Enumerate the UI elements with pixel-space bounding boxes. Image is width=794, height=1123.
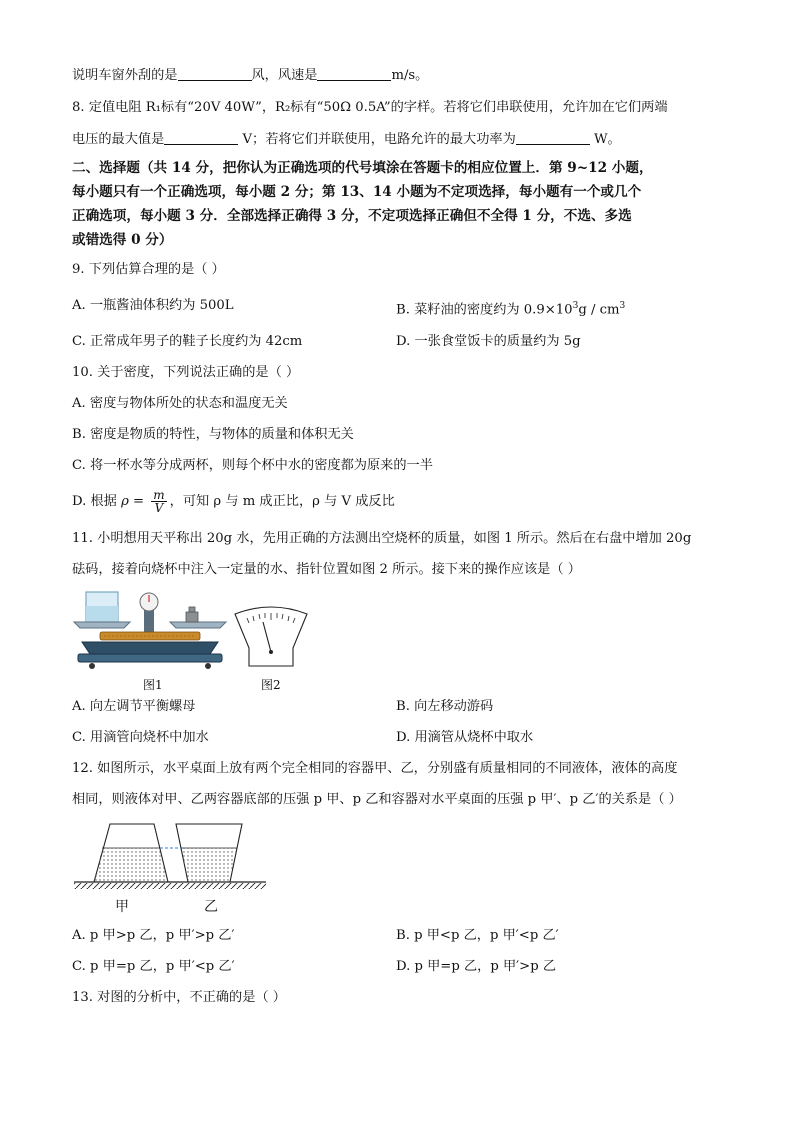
q11-fig1-caption: 图1 [143, 678, 163, 692]
q7-blank-wind-speed[interactable] [317, 66, 391, 81]
q9-stem: 9. 下列估算合理的是（ ） [72, 262, 225, 277]
q12-option-c[interactable]: C. p 甲=p 乙，p 甲′<p 乙′ [72, 959, 235, 974]
q12-option-b[interactable]: B. p 甲<p 乙，p 甲′<p 乙′ [396, 928, 559, 943]
q7-text-before: 说明车窗外刮的是 [72, 68, 178, 83]
liquid-jia [94, 848, 168, 882]
containers-figure [70, 822, 270, 902]
q8-text-b: V；若将它们并联使用，电路允许的最大功率为 [238, 132, 516, 147]
q8-blank-power[interactable] [516, 130, 590, 145]
q9-b-unit-exp: 3 [619, 301, 626, 311]
q10-option-c[interactable]: C. 将一杯水等分成两杯，则每个杯中水的密度都为原来的一半 [72, 458, 433, 473]
q10-d-eq: = [128, 494, 149, 509]
q7-text-after: m/s。 [391, 68, 429, 83]
q7-blank-wind-direction[interactable] [178, 66, 252, 81]
q11-option-d[interactable]: D. 用滴管从烧杯中取水 [396, 730, 534, 745]
q9-option-a[interactable]: A. 一瓶酱油体积约为 500L [72, 298, 234, 313]
section2-line1: 二、选择题（共 14 分，把你认为正确选项的代号填涂在答题卡的相应位置上．第 9~12 小题， [72, 160, 653, 176]
q9-option-c[interactable]: C. 正常成年男子的鞋子长度约为 42cm [72, 334, 303, 349]
label-jia: 甲 [115, 899, 129, 915]
q9-option-b[interactable] [396, 297, 625, 319]
label-yi: 乙 [204, 899, 218, 915]
q10-d-rho: ρ [121, 494, 129, 509]
q9-b-unit: g / cm [578, 302, 620, 318]
liquid-yi [181, 848, 237, 882]
section2-line4: 或错选得 0 分） [72, 232, 173, 248]
q10-d-denominator: V [154, 501, 164, 515]
q12-option-a[interactable]: A. p 甲>p 乙，p 甲′>p 乙′ [72, 928, 235, 943]
q11-option-b[interactable]: B. 向左移动游码 [396, 699, 494, 714]
q11-option-c[interactable]: C. 用滴管向烧杯中加水 [72, 730, 209, 745]
q9-b-pre: B. 菜籽油的密度约为 0.9×10 [396, 302, 573, 318]
q11-option-a[interactable]: A. 向左调节平衡螺母 [72, 699, 196, 714]
q9-b-exp: 3 [572, 301, 579, 311]
q10-option-a[interactable]: A. 密度与物体所处的状态和温度无关 [72, 396, 288, 411]
q10-option-d[interactable] [72, 488, 395, 516]
q10-d-fraction [151, 489, 166, 514]
q7-tail-line [72, 66, 428, 85]
q12-line2: 相同，则液体对甲、乙两容器底部的压强 p 甲、p 乙和容器对水平桌面的压强 p 甲′、p 乙′的关系是（ ） [72, 792, 682, 807]
balance-scale-figure [70, 588, 230, 676]
q8-text-c: W。 [589, 132, 621, 147]
q8-line1: 8. 定值电阻 R₁标有“20V 40W”，R₂标有“50Ω 0.5A”的字样。若将它们串联使用，允许加在它们两端 [72, 100, 668, 115]
beaker-water [86, 606, 118, 622]
section2-line2: 每小题只有一个正确选项，每小题 2 分；第 13、14 小题为不定项选择，每小题有一个或几个 [72, 184, 642, 200]
q10-d-numerator: m [153, 488, 165, 502]
q12-line1: 12. 如图所示，水平桌面上放有两个完全相同的容器甲、乙，分别盛有质量相同的不同液体，液体的高度 [72, 761, 678, 776]
q11-fig2-caption: 图2 [261, 678, 281, 692]
q11-line1: 11. 小明想用天平称出 20g 水，先用正确的方法测出空烧杯的质量，如图 1 所示。然后在右盘中增加 20g [72, 531, 692, 546]
q9-option-d[interactable]: D. 一张食堂饭卡的质量约为 5g [396, 334, 581, 349]
q10-option-b[interactable]: B. 密度是物质的特性，与物体的质量和体积无关 [72, 427, 354, 442]
q11-line2: 砝码，接着向烧杯中注入一定量的水、指针位置如图 2 所示。接下来的操作应该是（ ） [72, 562, 581, 577]
q8-line2 [72, 130, 621, 149]
q8-text-a: 电压的最大值是 [72, 132, 165, 147]
q13-stem: 13. 对图的分析中，不正确的是（ ） [72, 990, 286, 1005]
q10-d-pre: D. 根据 [72, 494, 122, 509]
q12-option-d[interactable]: D. p 甲=p 乙，p 甲′>p 乙 [396, 959, 557, 974]
q10-d-post: ，可知 ρ 与 m 成正比，ρ 与 V 成反比 [169, 494, 395, 509]
pointer-dial-figure [231, 606, 311, 670]
section2-line3: 正确选项，每小题 3 分．全部选择正确得 3 分，不定项选择正确但不全得 1 分，不选、多选 [72, 208, 632, 224]
q10-stem: 10. 关于密度，下列说法正确的是（ ） [72, 365, 300, 380]
q7-text-mid: 风，风速是 [251, 68, 318, 83]
q8-blank-voltage[interactable] [164, 130, 238, 145]
